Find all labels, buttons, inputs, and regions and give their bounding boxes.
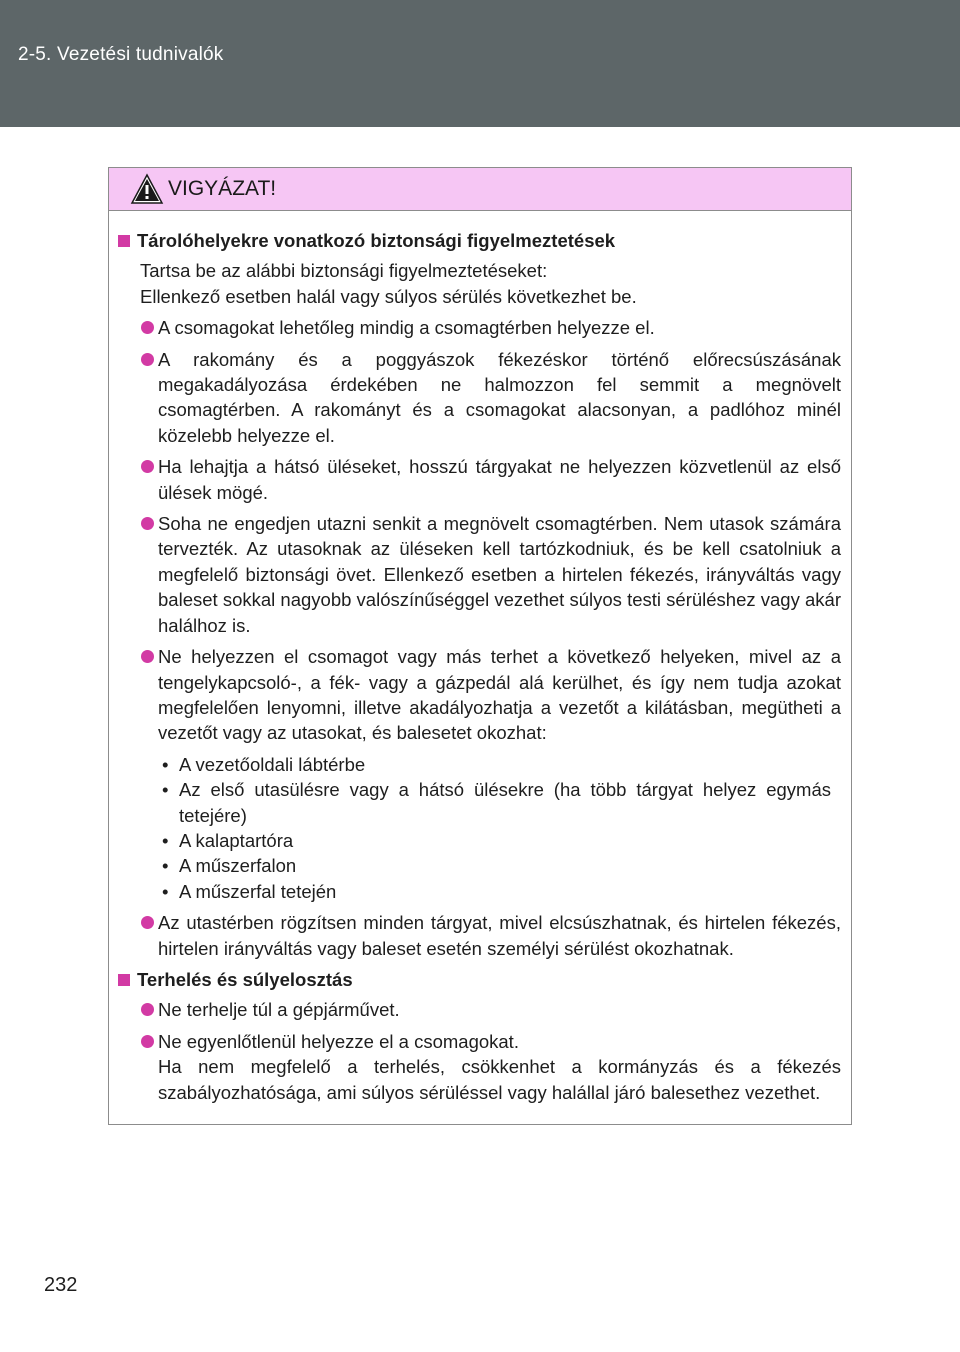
warning-triangle-icon bbox=[130, 173, 164, 205]
dot-bullet-icon bbox=[141, 460, 154, 473]
bullet-item: Ha lehajtja a hátsó üléseket, hosszú tárgyakat ne helyezzen közvetlenül az első ülések mögé. bbox=[117, 454, 845, 505]
warning-header bbox=[109, 168, 851, 211]
section-heading: Terhelés és súlyelosztás bbox=[117, 967, 845, 992]
warning-content bbox=[117, 228, 845, 1111]
intro-text: Tartsa be az alábbi biztonsági figyelmeztetéseket: Ellenkező esetben halál vagy súlyos sérülés következhet be. bbox=[140, 260, 637, 307]
bullet-item: Soha ne engedjen utazni senkit a megnövelt csomagtérben. Nem utasok számára tervezték. Az utasoknak az üléseken kell tartózkodniuk, és be kell csatolniuk a megfelelő biztonsági övet. Ellenkező esetben a hirtelen fékezés, irányváltás vagy baleset sokkal nagyobb valószínűséggel vezethet súlyos testi sérüléshez vagy akár halálhoz is. bbox=[117, 511, 845, 638]
section-heading: Tárolóhelyekre vonatkozó biztonsági figyelmeztetések bbox=[117, 228, 845, 253]
dot-bullet-icon bbox=[141, 353, 154, 366]
sub-list-item: • A kalaptartóra bbox=[162, 829, 294, 851]
bullet-item: A csomagokat lehetőleg mindig a csomagtérben helyezze el. bbox=[117, 315, 845, 340]
bullet-item: Ne helyezzen el csomagot vagy más terhet a következő helyeken, mivel az a tengelykapcsoló-, a fék- vagy a gázpedál alá kerülhet, és így nem tudja azokat megfelelően lenyomni, illetve akadályozhatja a vezetőt a kilátásban, megütheti a vezetőt vagy az utasokat, és balesetet okozhat: bbox=[117, 644, 845, 746]
sub-list-item: • Az első utasülésre vagy a hátsó ülésekre (ha több tárgyat helyez egymás tetejére) bbox=[162, 779, 831, 826]
warning-title: VIGYÁZAT! bbox=[168, 177, 277, 200]
page-number: 232 bbox=[44, 1274, 78, 1296]
dot-bullet-icon bbox=[141, 1003, 154, 1016]
sub-list-item: • A műszerfalon bbox=[162, 855, 297, 877]
sub-list-item: • A vezetőoldali lábtérbe bbox=[162, 753, 366, 775]
sub-list-item: • A műszerfal tetején bbox=[162, 880, 337, 902]
dot-bullet-icon bbox=[141, 650, 154, 663]
square-bullet-icon bbox=[118, 974, 130, 986]
bullet-item: Ne egyenlőtlenül helyezze el a csomagokat. Ha nem megfelelő a terhelés, csökkenhet a kormányzás és a fékezés szabályozhatósága, ami súlyos sérüléssel vagy halállal járó balesethez vezethet. bbox=[117, 1029, 845, 1105]
warning-box bbox=[108, 167, 852, 1125]
bullet-item: Az utastérben rögzítsen minden tárgyat, mivel elcsúszhatnak, és hirtelen fékezés, hirtelen irányváltás vagy baleset esetén személyi sérülést okozhatnak. bbox=[117, 910, 845, 961]
page-header bbox=[0, 0, 960, 127]
bullet-item: Ne terhelje túl a gépjárművet. bbox=[117, 997, 845, 1022]
dot-bullet-icon bbox=[141, 321, 154, 334]
dot-bullet-icon bbox=[141, 517, 154, 530]
square-bullet-icon bbox=[118, 235, 130, 247]
dot-bullet-icon bbox=[141, 1035, 154, 1048]
dot-bullet-icon bbox=[141, 916, 154, 929]
bullet-item: A rakomány és a poggyászok fékezéskor történő előrecsúszásának megakadályozása érdekében ne halmozzon fel semmit a megnövelt csomagtérben. A rakományt és a csomagokat alacsonyan, a padlóhoz minél közelebb helyezze el. bbox=[117, 347, 845, 449]
section-title: 2-5. Vezetési tudnivalók bbox=[18, 44, 224, 65]
bullet-note: Ha nem megfelelő a terhelés, csökkenhet a kormányzás és a fékezés szabályozhatósága, ami súlyos sérüléssel vagy halállal járó balesethez vezethet. bbox=[158, 1056, 841, 1103]
